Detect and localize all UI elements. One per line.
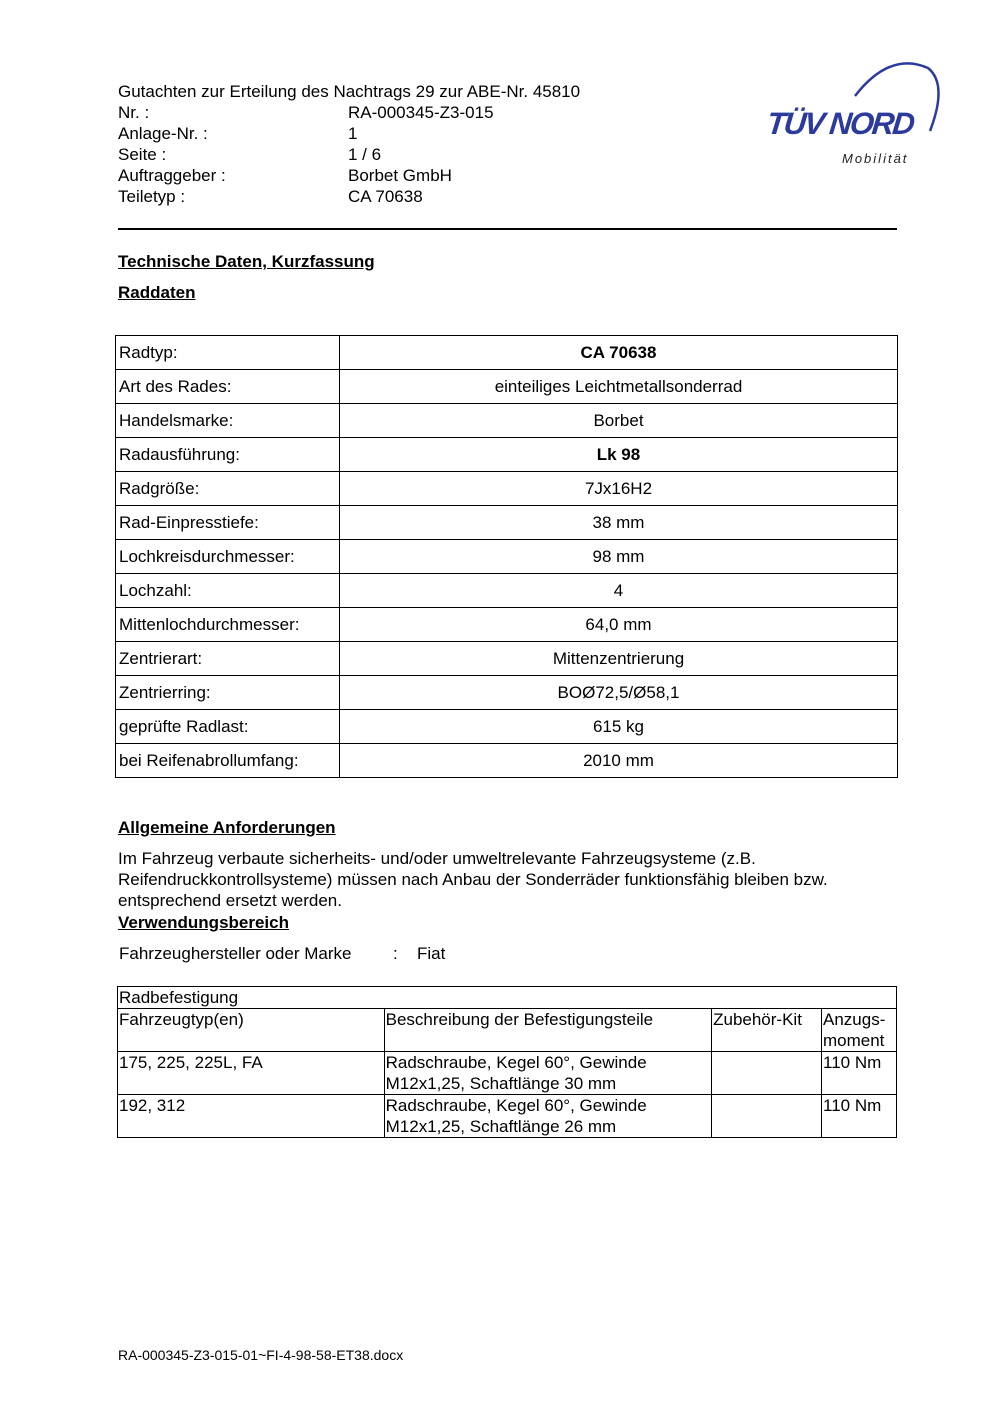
header-label: Seite : bbox=[118, 145, 167, 164]
row-value: 38 mm bbox=[340, 506, 898, 540]
header-divider bbox=[118, 228, 897, 230]
cell-description: Radschraube, Kegel 60°, Gewinde M12x1,25, Schaftlänge 30 mm bbox=[384, 1052, 711, 1095]
header-label: Auftraggeber : bbox=[118, 166, 226, 185]
row-value: Mittenzentrierung bbox=[340, 642, 898, 676]
header-label: Anlage-Nr. : bbox=[118, 124, 208, 143]
table-row bbox=[116, 370, 898, 404]
table-row bbox=[116, 540, 898, 574]
tuv-nord-logo bbox=[760, 56, 945, 176]
table-row bbox=[116, 642, 898, 676]
header-value: 1 / 6 bbox=[348, 145, 382, 164]
table-caption-row bbox=[118, 987, 897, 1009]
table-row bbox=[116, 404, 898, 438]
document-title: Gutachten zur Erteilung des Nachtrags 29 zur ABE-Nr. 45810 bbox=[118, 82, 581, 101]
row-label: Radausführung: bbox=[116, 438, 340, 472]
raddaten-table bbox=[115, 335, 898, 778]
table-row bbox=[116, 608, 898, 642]
row-value: CA 70638 bbox=[340, 336, 898, 370]
table-row bbox=[116, 438, 898, 472]
table-row bbox=[116, 710, 898, 744]
header-value: Borbet GmbH bbox=[348, 166, 452, 185]
table-row bbox=[116, 336, 898, 370]
allgemeine-paragraph: Im Fahrzeug verbaute sicherheits- und/oder umweltrelevante Fahrzeugsysteme (z.B. Reifendruckkontrollsysteme) müssen nach Anbau der Sonderräder funktionsfähig bleiben bzw. entsprechend ersetzt werden. bbox=[118, 849, 828, 910]
table-caption: Radbefestigung bbox=[118, 987, 897, 1009]
logo-subtitle: Mobilität bbox=[842, 151, 909, 166]
row-value: 615 kg bbox=[340, 710, 898, 744]
radbefestigung-table bbox=[117, 986, 897, 1138]
header-label: Nr. : bbox=[118, 103, 150, 122]
row-label: Handelsmarke: bbox=[116, 404, 340, 438]
row-label: Radtyp: bbox=[116, 336, 340, 370]
row-value: 7Jx16H2 bbox=[340, 472, 898, 506]
fahrzeughersteller-separator: : bbox=[393, 944, 398, 963]
row-label: Lochkreisdurchmesser: bbox=[116, 540, 340, 574]
cell-kit bbox=[712, 1095, 822, 1138]
footer-filename: RA-000345-Z3-015-01~FI-4-98-58-ET38.docx bbox=[118, 1347, 404, 1363]
row-label: bei Reifenabrollumfang: bbox=[116, 744, 340, 778]
row-value: Lk 98 bbox=[340, 438, 898, 472]
cell-moment: 110 Nm bbox=[822, 1095, 897, 1138]
cell-types: 192, 312 bbox=[118, 1095, 385, 1138]
header-value: CA 70638 bbox=[348, 187, 423, 206]
row-value: BOØ72,5/Ø58,1 bbox=[340, 676, 898, 710]
row-value: 2010 mm bbox=[340, 744, 898, 778]
table-row bbox=[116, 676, 898, 710]
table-row bbox=[118, 1052, 897, 1095]
column-header: Zubehör-Kit bbox=[712, 1009, 822, 1052]
row-label: Radgröße: bbox=[116, 472, 340, 506]
row-value: 64,0 mm bbox=[340, 608, 898, 642]
column-header: Fahrzeugtyp(en) bbox=[118, 1009, 385, 1052]
header-label: Teiletyp : bbox=[118, 187, 186, 206]
row-label: Art des Rades: bbox=[116, 370, 340, 404]
column-header: Beschreibung der Befestigungsteile bbox=[384, 1009, 711, 1052]
section-heading-raddaten: Raddaten bbox=[118, 283, 196, 302]
table-row bbox=[118, 1095, 897, 1138]
fahrzeughersteller-value: Fiat bbox=[417, 944, 446, 963]
row-value: einteiliges Leichtmetallsonderrad bbox=[340, 370, 898, 404]
cell-description: Radschraube, Kegel 60°, Gewinde M12x1,25, Schaftlänge 26 mm bbox=[384, 1095, 711, 1138]
column-header: Anzugs- moment bbox=[822, 1009, 897, 1052]
table-header-row bbox=[118, 1009, 897, 1052]
section-heading-verwendung: Verwendungsbereich bbox=[118, 913, 289, 932]
row-label: geprüfte Radlast: bbox=[116, 710, 340, 744]
fahrzeughersteller-line bbox=[119, 944, 446, 964]
row-label: Zentrierart: bbox=[116, 642, 340, 676]
row-label: Rad-Einpresstiefe: bbox=[116, 506, 340, 540]
header-value: RA-000345-Z3-015 bbox=[348, 103, 494, 122]
fahrzeughersteller-label: Fahrzeughersteller oder Marke bbox=[119, 944, 352, 963]
row-value: 4 bbox=[340, 574, 898, 608]
row-label: Zentrierring: bbox=[116, 676, 340, 710]
table-row bbox=[116, 574, 898, 608]
cell-moment: 110 Nm bbox=[822, 1052, 897, 1095]
table-row bbox=[116, 744, 898, 778]
table-row bbox=[116, 472, 898, 506]
row-value: Borbet bbox=[340, 404, 898, 438]
cell-kit bbox=[712, 1052, 822, 1095]
section-heading-technische-daten: Technische Daten, Kurzfassung bbox=[118, 252, 375, 271]
cell-types: 175, 225, 225L, FA bbox=[118, 1052, 385, 1095]
row-value: 98 mm bbox=[340, 540, 898, 574]
row-label: Mittenlochdurchmesser: bbox=[116, 608, 340, 642]
header-value: 1 bbox=[348, 124, 358, 143]
section-heading-allgemeine: Allgemeine Anforderungen bbox=[118, 818, 336, 837]
table-row bbox=[116, 506, 898, 540]
row-label: Lochzahl: bbox=[116, 574, 340, 608]
logo-wordmark: TÜV NORD bbox=[765, 106, 915, 141]
